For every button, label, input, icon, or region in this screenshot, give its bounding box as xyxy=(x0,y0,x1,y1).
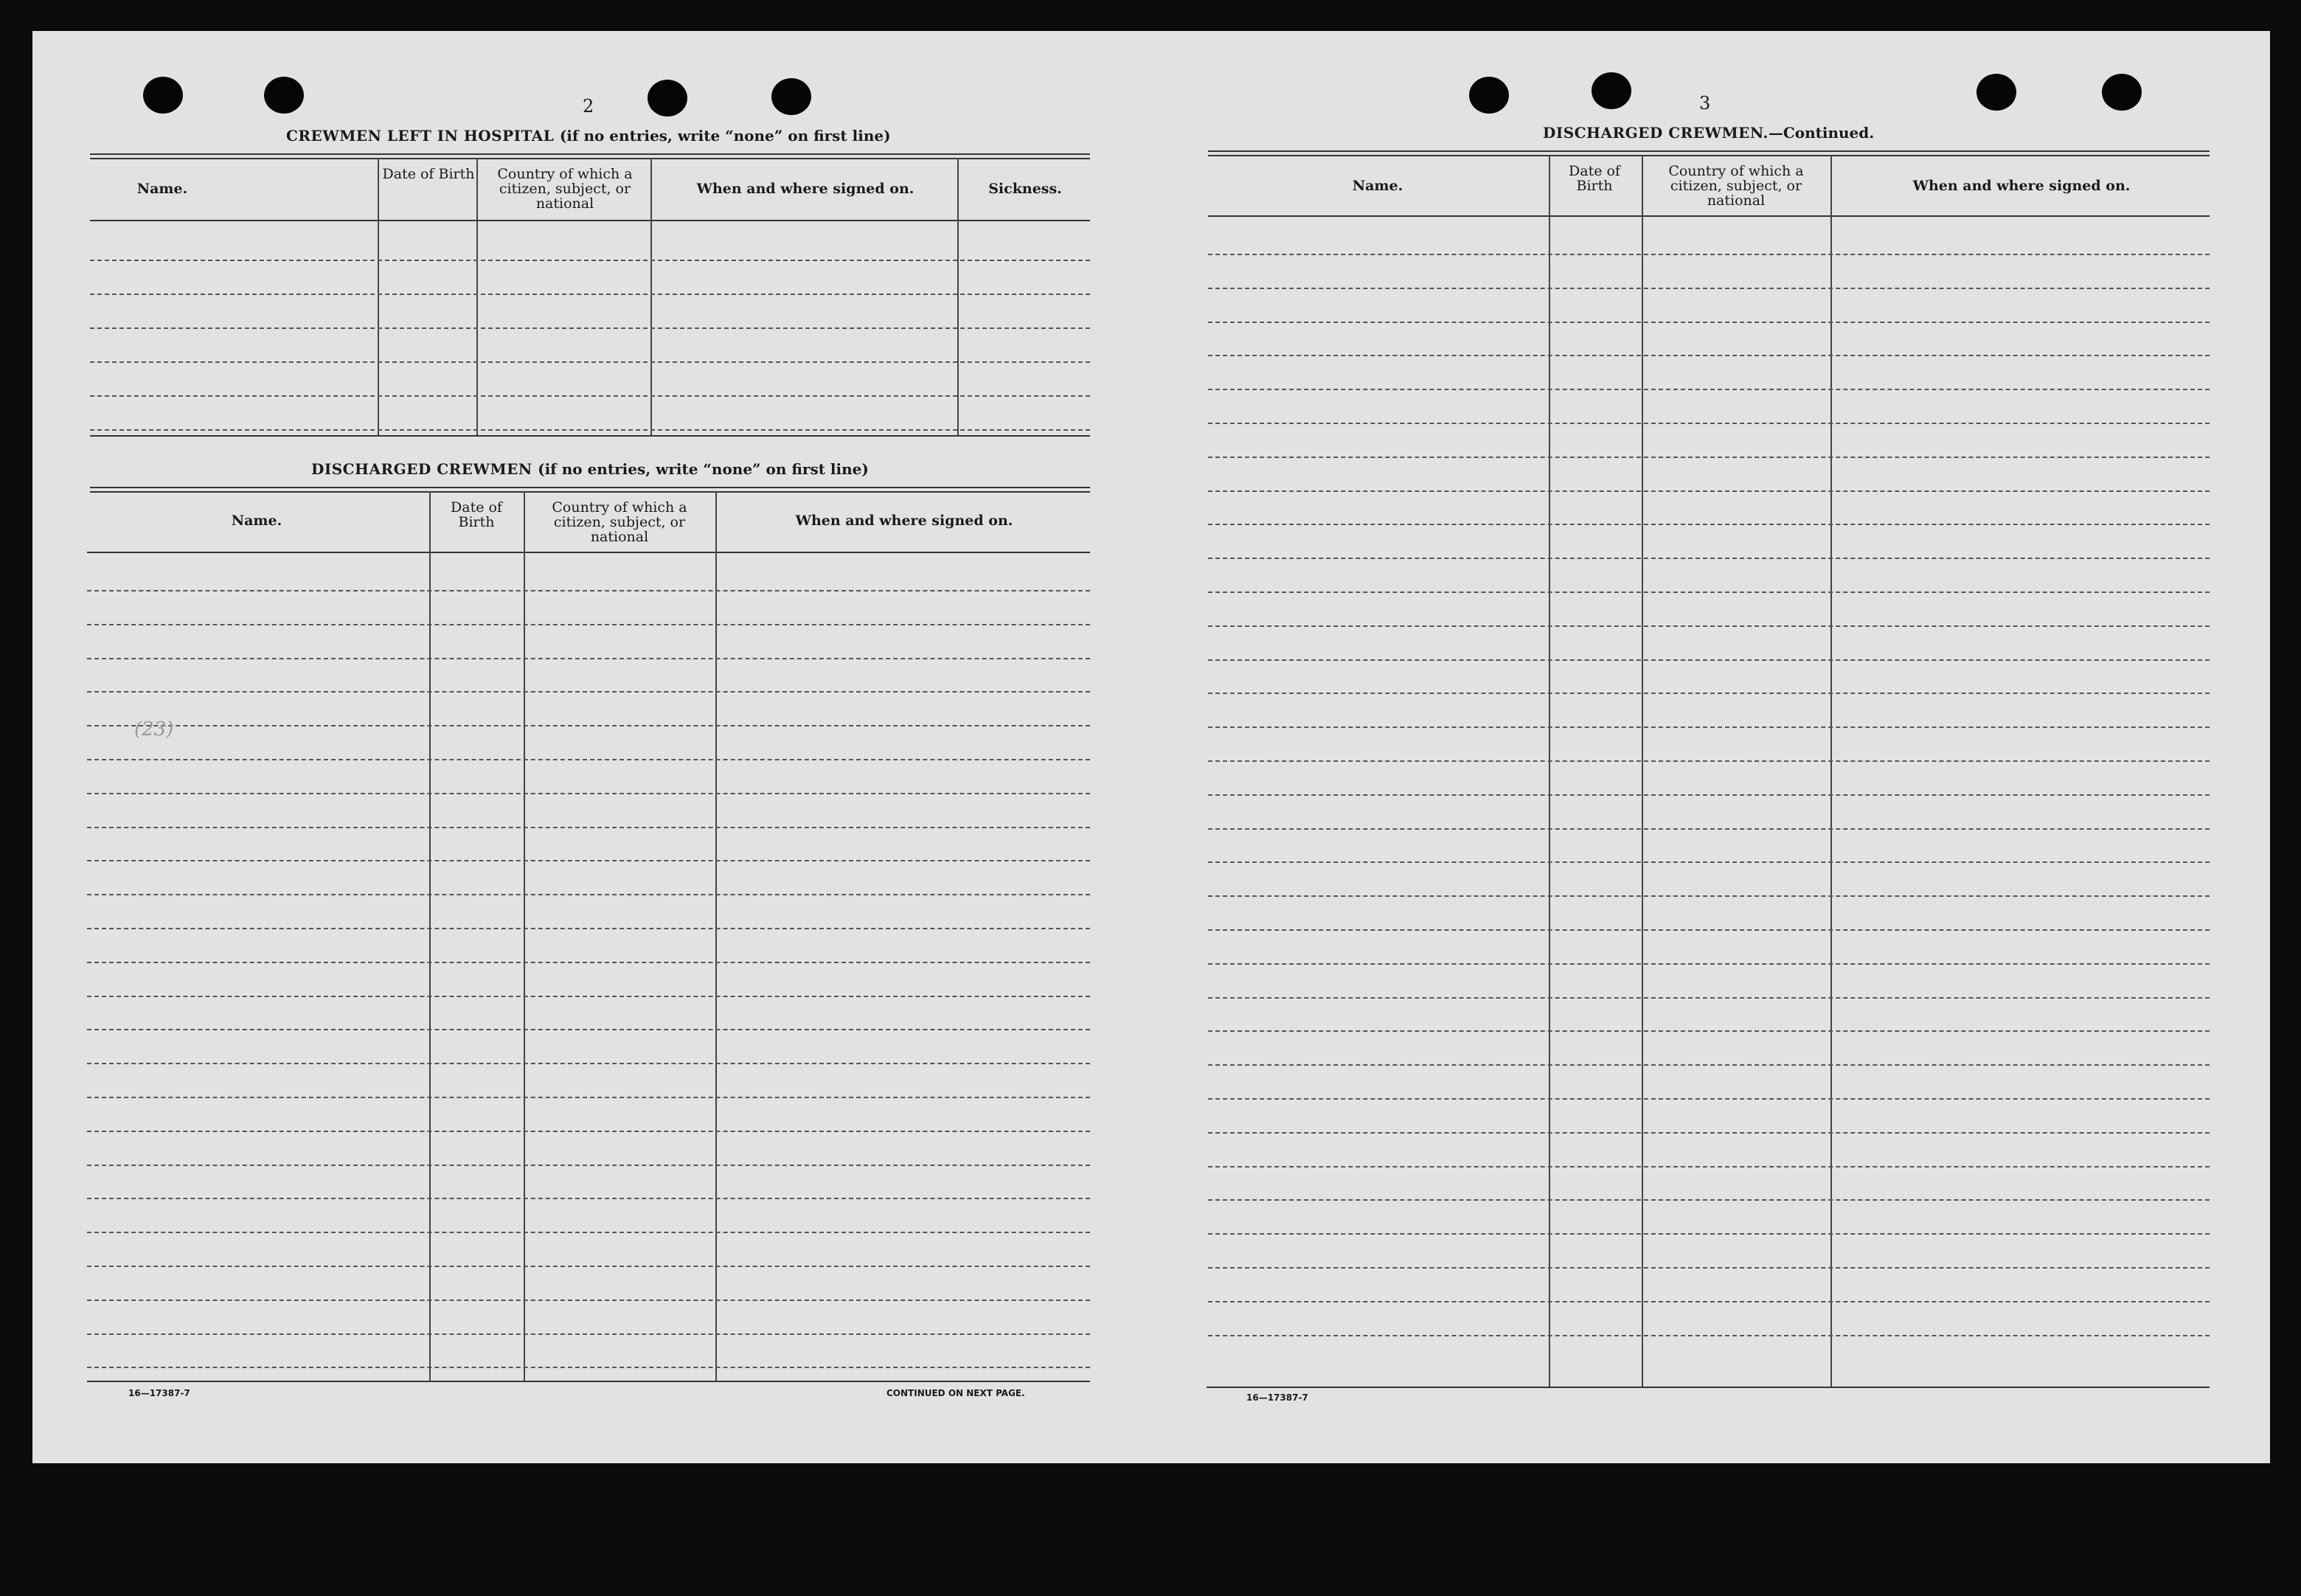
ruling-line xyxy=(1208,659,2210,661)
col-sickness: Sickness. xyxy=(988,181,1062,197)
ruling-line xyxy=(1208,1233,2210,1235)
ruling-line xyxy=(1208,1301,2210,1302)
punch-hole xyxy=(771,78,811,115)
col-date-of-birth: Date of Birth xyxy=(1569,163,1620,194)
discharged-title-text: DISCHARGED CREWMEN xyxy=(311,460,532,478)
page-number: 2 xyxy=(583,96,594,117)
continued-suffix: —Continued. xyxy=(1768,124,1875,142)
ruling-line xyxy=(1208,288,2210,289)
col-name: Name. xyxy=(231,513,282,529)
ruling-line xyxy=(87,691,1090,693)
hospital-title-text: CREWMEN LEFT IN HOSPITAL xyxy=(286,127,555,145)
ruling-line xyxy=(1208,726,2210,728)
col-name: Name. xyxy=(1352,178,1403,194)
ruling-line xyxy=(1208,355,2210,356)
col-name: Name. xyxy=(136,181,188,197)
ruling-line xyxy=(1208,794,2210,796)
ruling-line xyxy=(87,996,1090,997)
ruling-line xyxy=(87,860,1090,861)
punch-hole xyxy=(2102,74,2142,111)
ruling-line xyxy=(1208,625,2210,627)
col-country: Country of which a citizen, subject, or national xyxy=(1668,163,1804,209)
ruling-line xyxy=(87,1063,1090,1064)
col-date-of-birth: Date of Birth xyxy=(382,166,475,182)
punch-hole xyxy=(1592,72,1631,109)
ruling-line xyxy=(1208,760,2210,762)
form-number: 16—17387-7 xyxy=(1246,1392,1308,1403)
continued-note: CONTINUED ON NEXT PAGE. xyxy=(886,1388,1025,1398)
col-country: Country of which a citizen, subject, or national xyxy=(497,166,633,212)
ruling-line xyxy=(1208,895,2210,897)
col-signed-on: When and where signed on. xyxy=(1912,178,2131,194)
ruling-line xyxy=(1208,861,2210,863)
ruling-line xyxy=(87,1097,1090,1098)
ruling-line xyxy=(87,962,1090,963)
ruling-line xyxy=(87,1165,1090,1166)
punch-hole xyxy=(143,77,183,114)
ruling-line xyxy=(87,1029,1090,1030)
col-date-of-birth: Date of Birth xyxy=(451,499,502,530)
ruling-line xyxy=(87,590,1090,591)
ruling-line xyxy=(87,1131,1090,1132)
stray-mark: (23) xyxy=(134,718,174,740)
ruling-line xyxy=(1208,1064,2210,1066)
hospital-section-title xyxy=(286,127,891,145)
col-signed-on: When and where signed on. xyxy=(795,513,1013,529)
ruling-line xyxy=(87,894,1090,895)
ruling-line xyxy=(87,624,1090,625)
right-page xyxy=(1150,31,2270,1463)
ruling-line xyxy=(1208,423,2210,424)
hospital-title-note: (if no entries, write “none” on first line) xyxy=(559,127,891,145)
col-country: Country of which a citizen, subject, or national xyxy=(552,499,687,545)
punch-hole xyxy=(1977,74,2016,111)
ruling-line xyxy=(1208,457,2210,458)
ruling-line xyxy=(87,1367,1090,1368)
ruling-line xyxy=(87,1266,1090,1267)
ruling-line xyxy=(87,928,1090,929)
ruling-line xyxy=(1208,1098,2210,1100)
ruling-line xyxy=(1208,1199,2210,1201)
ruling-line xyxy=(1208,591,2210,593)
punch-hole xyxy=(648,80,687,117)
ruling-line xyxy=(87,1198,1090,1199)
ruling-line xyxy=(1208,828,2210,830)
discharged-section-title xyxy=(311,460,869,478)
ruling-line xyxy=(1208,963,2210,965)
col-signed-on: When and where signed on. xyxy=(696,181,914,197)
ruling-line xyxy=(1208,1335,2210,1336)
ruling-line xyxy=(1208,1267,2210,1269)
ruling-line xyxy=(1208,490,2210,492)
ruling-line xyxy=(1208,1030,2210,1032)
ruling-line xyxy=(1208,997,2210,999)
ruling-line xyxy=(1208,524,2210,525)
ruling-line xyxy=(1208,693,2210,694)
ruling-line xyxy=(87,658,1090,659)
ruling-line xyxy=(87,725,1090,726)
ruling-line xyxy=(1208,322,2210,323)
ruling-line xyxy=(87,827,1090,828)
form-number: 16—17387-7 xyxy=(128,1388,190,1398)
ruling-line xyxy=(1208,1166,2210,1167)
punch-hole xyxy=(1469,77,1509,114)
discharged-title-note: (if no entries, write “none” on first line) xyxy=(538,460,869,478)
punch-hole xyxy=(264,77,304,114)
ruling-line xyxy=(1208,389,2210,390)
page-number: 3 xyxy=(1699,93,1711,114)
ruling-line xyxy=(87,1232,1090,1233)
ruling-line xyxy=(87,1333,1090,1335)
ruling-line xyxy=(1208,929,2210,931)
discharged-continued-text: DISCHARGED CREWMEN. xyxy=(1543,124,1769,142)
ruling-line xyxy=(87,1300,1090,1301)
ruling-line xyxy=(1208,558,2210,559)
ruling-line xyxy=(1208,1132,2210,1134)
left-page xyxy=(32,31,1162,1463)
ruling-line xyxy=(1208,254,2210,255)
ruling-line xyxy=(87,793,1090,794)
ruling-line xyxy=(87,759,1090,760)
discharged-continued-title xyxy=(1543,124,1874,142)
